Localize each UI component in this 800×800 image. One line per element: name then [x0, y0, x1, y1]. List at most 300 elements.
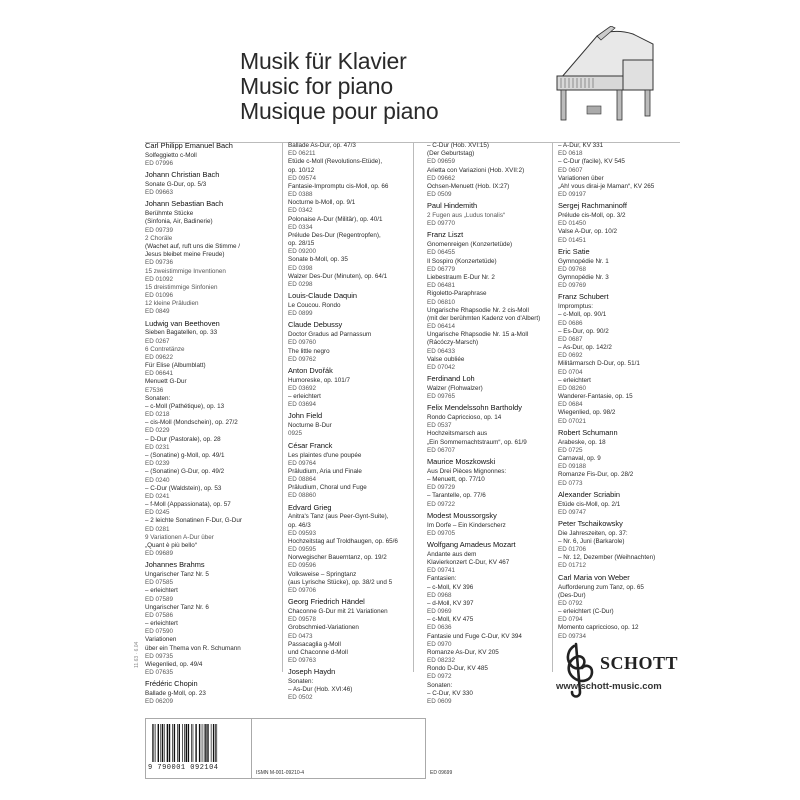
composer-group — [427, 231, 549, 372]
work-title: – erleichtert — [288, 393, 321, 401]
work-title: Die Jahreszeiten, op. 37: — [558, 529, 628, 537]
work-title: – As-Dur, op. 142/2 — [558, 344, 612, 352]
work-title: „Ah! vous dirai-je Maman“, KV 265 — [558, 182, 655, 190]
work-title: Ungarische Rhapsodie Nr. 15 a-Moll — [427, 331, 529, 339]
edition-number: ED 0684 — [558, 401, 583, 409]
barcode-bar — [205, 724, 206, 762]
composer-group — [558, 293, 680, 425]
edition-number: ED 08864 — [288, 476, 317, 484]
composer-group — [558, 429, 680, 488]
composer-name: Anton Dvořák — [288, 365, 333, 375]
edition-number: ED 09699 — [430, 770, 453, 776]
title-french: Musique pour piano — [240, 98, 439, 124]
edition-number: ED 09762 — [288, 355, 317, 363]
composer-name: Maurice Moszkowski — [427, 457, 496, 466]
edition-number: ED 07590 — [145, 628, 174, 636]
ismn-number: ISMN M-001-09210-4 — [256, 770, 305, 776]
barcode-bar — [211, 724, 212, 762]
work-title: Sonaten: — [288, 678, 314, 686]
composer-name: Johann Sebastian Bach — [145, 199, 224, 209]
edition-number: ED 09689 — [145, 550, 174, 558]
work-title: Variationen — [145, 636, 177, 644]
work-title: Menuett G-Dur — [145, 378, 187, 386]
work-title: Variationen über — [558, 174, 604, 182]
composer-name: César Franck — [288, 440, 333, 450]
barcode-bar — [177, 724, 178, 762]
work-title: Impromptus: — [558, 303, 593, 311]
composer-group — [288, 292, 410, 318]
composer-name: Felix Mendelssohn Bartholdy — [427, 403, 522, 413]
work-title: Sonaten: — [145, 394, 171, 402]
work-title: – erleichtert (C-Dur) — [558, 608, 614, 616]
edition-number: ED 09188 — [558, 463, 587, 471]
composer-group — [145, 320, 277, 559]
barcode-bar — [207, 724, 208, 762]
composer-name: Franz Schubert — [558, 292, 609, 302]
work-title: Berühmte Stücke — [145, 210, 194, 218]
composer-group — [558, 574, 680, 641]
composer-group — [145, 561, 277, 677]
barcode — [150, 724, 245, 762]
work-title: (Wachet auf, ruft uns die Stimme / — [145, 243, 240, 250]
composer-name: Carl Philipp Emanuel Bach — [145, 141, 233, 150]
edition-number: 15 dreistimmige Sinfonien — [145, 283, 218, 291]
work-title: Walzer Des-Dur (Minuten), op. 64/1 — [288, 272, 388, 280]
composer-name: Eric Satie — [558, 246, 590, 256]
work-title: Ballade g-Moll, op. 23 — [145, 690, 206, 698]
composer-name: Carl Maria von Weber — [558, 572, 630, 582]
work-title: – 2 leichte Sonatinen F-Dur, G-Dur — [145, 517, 242, 525]
edition-number: ED 09197 — [558, 191, 587, 199]
edition-number: ED 0773 — [558, 479, 583, 487]
edition-number: ED 09765 — [427, 393, 456, 401]
work-title: – c-Moll (Pathétique), op. 13 — [145, 402, 225, 410]
work-title: – A-Dur, KV 331 — [558, 142, 604, 149]
work-title: Ballade As-Dur, op. 47/3 — [288, 142, 356, 149]
edition-number: ED 0240 — [145, 476, 170, 484]
barcode-bar — [199, 724, 200, 762]
barcode-bar — [184, 724, 185, 762]
edition-number: ED 0968 — [427, 591, 452, 599]
grand-piano-illustration — [553, 26, 657, 124]
work-title: Volksweise – Springtanz — [288, 570, 357, 578]
barcode-bar — [186, 724, 187, 762]
edition-number: ED 0704 — [558, 368, 583, 376]
barcode-bar — [158, 724, 159, 762]
column-divider — [552, 142, 553, 672]
work-title: (mit der berühmten Kadenz von d'Albert) — [427, 314, 541, 322]
composer-name: Modest Moussorgsky — [427, 510, 497, 520]
work-title: Romanze Fis-Dur, op. 28/2 — [558, 471, 634, 479]
work-title: – cis-Moll (Mondschein), op. 27/2 — [145, 419, 238, 427]
edition-number: ED 09736 — [145, 259, 174, 267]
work-title: Passacaglia g-Moll — [288, 640, 341, 648]
work-title: Nocturne b-Moll, op. 9/1 — [288, 199, 356, 207]
composer-name: Frédéric Chopin — [145, 679, 198, 689]
work-title: – erleichtert — [145, 620, 178, 628]
edition-number: ED 09768 — [558, 265, 587, 273]
work-title: – c-Moll, KV 475 — [427, 616, 474, 624]
edition-number: ED 09734 — [558, 632, 587, 640]
work-title: Hochzeitstag auf Troldhaugen, op. 65/6 — [288, 537, 398, 545]
barcode-bar — [204, 724, 205, 762]
work-title: op. 28/15 — [288, 240, 315, 248]
edition-number: ED 09747 — [558, 508, 587, 516]
edition-number: ED 0618 — [558, 150, 583, 158]
edition-number: E7536 — [145, 386, 164, 394]
edition-number: ED 0218 — [145, 411, 170, 419]
catalog-column-4 — [558, 142, 680, 644]
barcode-bar — [193, 724, 194, 762]
work-title: Grobschmied-Variationen — [288, 624, 359, 632]
edition-number: ED 09739 — [145, 226, 174, 234]
work-title: (Sinfonia, Air, Badinerie) — [145, 218, 213, 226]
work-title: Carnaval, op. 9 — [558, 455, 601, 462]
edition-number: ED 09770 — [427, 220, 456, 228]
composer-group — [288, 504, 410, 596]
work-title: – Nr. 12, Dezember (Weihnachten) — [558, 554, 656, 562]
barcode-bar — [215, 724, 216, 762]
edition-number: ED 09763 — [288, 657, 317, 665]
edition-number: ED 01451 — [558, 236, 587, 244]
composer-group — [558, 520, 680, 571]
edition-number: ED 06707 — [427, 446, 456, 454]
edition-number: ED 01706 — [558, 546, 587, 554]
work-title: – D-Dur (Pastorale), op. 28 — [145, 435, 221, 443]
work-title: (Des-Dur) — [558, 591, 586, 599]
barcode-bar — [172, 724, 173, 762]
work-title: Wiegenlied, op. 49/4 — [145, 661, 203, 668]
barcode-bar — [188, 724, 189, 762]
work-title: Etüde c-Moll (Revolutions-Etüde), — [288, 158, 383, 166]
edition-number: ED 06481 — [427, 282, 456, 290]
composer-group — [288, 142, 410, 289]
composer-group — [427, 142, 549, 199]
work-title: Im Dorfe – Ein Kinderscherz — [427, 521, 506, 529]
work-title: – erleichtert — [145, 587, 178, 595]
barcode-bar — [182, 724, 183, 762]
barcode-bar — [167, 724, 168, 762]
composer-group — [288, 367, 410, 410]
edition-number: ED 09764 — [288, 459, 317, 467]
edition-number: ED 0849 — [145, 308, 170, 316]
work-title: Anitra's Tanz (aus Peer-Gynt-Suite), — [288, 513, 389, 521]
title-english: Music for piano — [240, 73, 393, 99]
work-title: Valse A-Dur, op. 10/2 — [558, 228, 618, 236]
barcode-bar — [160, 724, 161, 762]
work-title: Arietta con Variazioni (Hob. XVII:2) — [427, 166, 525, 174]
barcode-bar — [164, 724, 165, 762]
work-title: Ochsen-Menuett (Hob. IX:27) — [427, 182, 510, 190]
edition-number: ED 07585 — [145, 579, 174, 587]
edition-number: ED 01450 — [558, 220, 587, 228]
work-title: The little negro — [288, 347, 330, 355]
edition-number: ED 01712 — [558, 562, 587, 570]
work-title: (aus Lyrische Stücke), op. 38/2 und 5 — [288, 578, 393, 586]
work-title: und Chaconne d-Moll — [288, 648, 348, 656]
title-german: Musik für Klavier — [240, 48, 407, 74]
composer-name: Edvard Grieg — [288, 502, 332, 512]
work-title: Walzer (Flohwalzer) — [427, 384, 483, 392]
work-title: Chaconne G-Dur mit 21 Variationen — [288, 608, 388, 616]
composer-group — [145, 171, 277, 197]
edition-number: ED 07021 — [558, 417, 587, 425]
edition-number: ED 07996 — [145, 160, 174, 168]
edition-number: ED 09574 — [288, 174, 317, 182]
work-title: Arabeske, op. 18 — [558, 438, 606, 446]
work-title: (Rácóczy-Marsch) — [427, 339, 479, 347]
edition-number: ED 09622 — [145, 353, 174, 361]
edition-number: ED 08232 — [427, 657, 456, 665]
composer-group — [145, 200, 277, 316]
work-title: Fantasie-Impromptu cis-Moll, op. 66 — [288, 182, 389, 190]
edition-number: ED 06779 — [427, 265, 456, 273]
work-title: Klavierkonzert C-Dur, KV 467 — [427, 559, 510, 566]
edition-number: ED 0398 — [288, 264, 313, 272]
work-title: (Der Geburtstag) — [427, 150, 475, 158]
edition-number: 2 Fugen aus „Ludus tonalis“ — [427, 212, 506, 220]
barcode-bar — [169, 724, 170, 762]
composer-group — [427, 512, 549, 538]
edition-number: ED 0502 — [288, 694, 313, 702]
work-title: Ungarischer Tanz Nr. 5 — [145, 571, 209, 579]
barcode-bar — [191, 724, 192, 762]
work-title: Gymnopédie Nr. 1 — [558, 257, 609, 265]
column-divider — [282, 142, 283, 672]
work-title: – erleichtert — [558, 376, 591, 384]
edition-number: ED 08860 — [288, 492, 317, 500]
composer-name: Johann Christian Bach — [145, 170, 220, 180]
side-code: 11.63 · 6.04 — [134, 641, 140, 668]
work-title: op. 46/3 — [288, 521, 311, 529]
barcode-digits: 9 790001 092104 — [148, 764, 219, 772]
work-title: Wiegenlied, op. 98/2 — [558, 409, 616, 417]
edition-number: ED 06414 — [427, 323, 456, 331]
work-title: Ungarische Rhapsodie Nr. 2 cis-Moll — [427, 306, 529, 314]
work-title: Andante aus dem — [427, 550, 477, 558]
work-title: Präludium, Choral und Fuge — [288, 484, 367, 492]
catalog-column-2 — [288, 142, 410, 706]
edition-number: 6 Contretänze — [145, 345, 185, 353]
composer-name: Peter Tschaikowsky — [558, 518, 623, 528]
work-title: Humoreske, op. 101/7 — [288, 376, 350, 384]
work-title: Le Coucou. Rondo — [288, 301, 341, 309]
work-title: – (Sonatine) g-Moll, op. 49/1 — [145, 452, 225, 459]
barcode-bar — [179, 724, 180, 762]
edition-number: ED 09735 — [145, 652, 174, 660]
work-title: „Quant è più bello“ — [145, 541, 197, 549]
work-title: Wanderer-Fantasie, op. 15 — [558, 393, 633, 401]
edition-number: ED 0334 — [288, 223, 313, 231]
work-title: – f-Moll (Appassionata), op. 57 — [145, 501, 231, 509]
composer-group — [145, 680, 277, 706]
edition-number: ED 0537 — [427, 422, 452, 430]
barcode-bar — [152, 724, 153, 762]
edition-number: 2 Choräle — [145, 234, 173, 242]
composer-name: Claude Debussy — [288, 320, 343, 330]
edition-number: ED 09722 — [427, 500, 456, 508]
edition-number: ED 0281 — [145, 525, 170, 533]
work-title: Il Sospiro (Konzertetüde) — [427, 257, 497, 265]
edition-number: ED 03692 — [288, 384, 317, 392]
work-title: Les plaintes d'une poupée — [288, 451, 362, 459]
edition-number: ED 0388 — [288, 191, 313, 199]
edition-number: ED 07635 — [145, 669, 174, 677]
work-title: Etüde cis-Moll, op. 2/1 — [558, 500, 621, 508]
edition-number: ED 0267 — [145, 337, 170, 345]
edition-number: ED 0239 — [145, 460, 170, 468]
edition-number: ED 09706 — [288, 586, 317, 594]
composer-name: Robert Schumann — [558, 427, 618, 437]
catalog-column-1 — [145, 142, 277, 710]
work-title: Gnomenreigen (Konzertetüde) — [427, 241, 513, 249]
composer-group — [288, 668, 410, 702]
composer-group — [427, 458, 549, 509]
work-title: – Es-Dur, op. 90/2 — [558, 327, 609, 335]
work-title: Norwegischer Bauerntanz, op. 19/2 — [288, 554, 387, 562]
edition-number: ED 09705 — [427, 529, 456, 537]
composer-group — [558, 248, 680, 291]
work-title: – d-Moll, KV 397 — [427, 599, 474, 607]
catalog-column-3 — [427, 142, 549, 709]
edition-number: ED 0969 — [427, 608, 452, 616]
barcode-bar — [155, 724, 156, 762]
edition-number: ED 09200 — [288, 248, 317, 256]
edition-number: ED 0607 — [558, 166, 583, 174]
work-title: – Tarantelle, op. 77/6 — [427, 492, 486, 500]
work-title: Fantasie und Fuge C-Dur, KV 394 — [427, 632, 522, 640]
composer-group — [288, 442, 410, 501]
edition-number: 9 Variationen A-Dur über — [145, 533, 214, 541]
composer-group — [427, 404, 549, 455]
edition-number: ED 0241 — [145, 492, 170, 500]
barcode-bar — [216, 724, 217, 762]
work-title: – As-Dur (Hob. XVI:46) — [288, 686, 353, 694]
work-title: Nocturne B-Dur — [288, 422, 332, 430]
edition-number: ED 0692 — [558, 352, 583, 360]
composer-name: Johannes Brahms — [145, 560, 205, 570]
composer-group — [288, 321, 410, 364]
composer-group — [288, 412, 410, 438]
edition-number: ED 01092 — [145, 275, 174, 283]
edition-number: ED 09659 — [427, 158, 456, 166]
work-title: Momento capriccioso, op. 12 — [558, 624, 639, 632]
edition-number: ED 09663 — [145, 189, 174, 197]
work-title: Präludium, Aria und Finale — [288, 467, 362, 475]
edition-number: ED 0245 — [145, 509, 170, 517]
publisher-url[interactable]: www.schott-music.com — [556, 681, 662, 692]
work-title: op. 10/12 — [288, 166, 315, 174]
work-title: – C-Dur (Hob. XVI:15) — [427, 142, 489, 149]
work-title: Militärmarsch D-Dur, op. 51/1 — [558, 360, 640, 368]
work-title: Rondo Capriccioso, op. 14 — [427, 414, 502, 422]
work-title: – c-Moll, op. 90/1 — [558, 311, 607, 319]
work-title: Romanze As-Dur, KV 205 — [427, 648, 499, 656]
edition-number: ED 09729 — [427, 484, 456, 492]
composer-name: Ludwig van Beethoven — [145, 318, 220, 328]
edition-number: ED 09769 — [558, 282, 587, 290]
composer-name: Wolfgang Amadeus Mozart — [427, 539, 516, 549]
edition-number: ED 07586 — [145, 611, 174, 619]
edition-number: ED 09596 — [288, 562, 317, 570]
edition-number: ED 06810 — [427, 298, 456, 306]
barcode-bar — [213, 724, 214, 762]
work-title: Fantasien: — [427, 575, 457, 583]
work-title: Jesus bleibet meine Freude) — [145, 251, 225, 259]
work-title: Solfeggietto c-Moll — [145, 151, 197, 159]
work-title: – C-Dur (facile), KV 545 — [558, 158, 625, 166]
edition-number: ED 0687 — [558, 335, 583, 343]
work-title: Doctor Gradus ad Parnassum — [288, 331, 372, 339]
publisher-name: SCHOTT — [600, 653, 679, 673]
edition-number: ED 09595 — [288, 546, 317, 554]
work-title: Sieben Bagatellen, op. 33 — [145, 329, 218, 337]
edition-number: ED 0298 — [288, 280, 313, 288]
edition-number: ED 0509 — [427, 191, 452, 199]
work-title: Für Elise (Albumblatt) — [145, 362, 206, 370]
composer-name: Georg Friedrich Händel — [288, 597, 365, 607]
work-title: – Menuett, op. 77/10 — [427, 476, 485, 484]
work-title: Aus Drei Pièces Mignonnes: — [427, 467, 507, 475]
edition-number: ED 0609 — [427, 697, 452, 705]
work-title: Prélude Des-Dur (Regentropfen), — [288, 231, 381, 239]
work-title: Ungarischer Tanz Nr. 6 — [145, 603, 209, 611]
composer-name: Paul Hindemith — [427, 201, 478, 211]
barcode-bar — [153, 724, 154, 762]
work-title: Valse oubliée — [427, 355, 465, 363]
edition-number: ED 03694 — [288, 401, 317, 409]
work-title: Sonate G-Dur, op. 5/3 — [145, 181, 207, 189]
composer-group — [427, 541, 549, 706]
edition-number: ED 09741 — [427, 567, 456, 575]
composer-group — [558, 202, 680, 245]
composer-group — [427, 202, 549, 228]
edition-number: ED 0636 — [427, 624, 452, 632]
composer-name: Franz Liszt — [427, 230, 464, 240]
barcode-bar — [162, 724, 163, 762]
edition-number: ED 0473 — [288, 632, 313, 640]
work-title: Prélude cis-Moll, op. 3/2 — [558, 212, 626, 220]
edition-number: ED 0342 — [288, 207, 313, 215]
edition-number: ED 0972 — [427, 673, 452, 681]
composer-group — [558, 491, 680, 517]
edition-number: ED 06209 — [145, 698, 174, 706]
edition-number: ED 09578 — [288, 616, 317, 624]
work-title: Aufforderung zum Tanz, op. 65 — [558, 583, 644, 591]
work-title: Sonate b-Moll, op. 35 — [288, 256, 348, 264]
work-title: Gymnopédie Nr. 3 — [558, 273, 609, 281]
edition-number: ED 0686 — [558, 319, 583, 327]
composer-group — [427, 375, 549, 401]
edition-number: ED 09662 — [427, 174, 456, 182]
work-title: Rigoletto-Paraphrase — [427, 290, 487, 298]
work-title: – C-Dur (Waldstein), op. 53 — [145, 484, 222, 492]
work-title: – c-Moll, KV 396 — [427, 583, 474, 591]
work-title: „Ein Sommernachtstraum“, op. 61/9 — [427, 438, 527, 446]
work-title: – C-Dur, KV 330 — [427, 689, 473, 697]
column-divider — [413, 142, 414, 672]
barcode-bar — [174, 724, 175, 762]
work-title: – (Sonatine) G-Dur, op. 49/2 — [145, 468, 225, 476]
composer-name: Louis-Claude Daquin — [288, 291, 358, 301]
edition-number: ED 06455 — [427, 249, 456, 257]
edition-number: ED 0229 — [145, 427, 170, 435]
composer-name: Joseph Haydn — [288, 667, 336, 677]
work-title: Polonaise A-Dur (Militär), op. 40/1 — [288, 215, 383, 223]
edition-number: ED 06641 — [145, 370, 174, 378]
composer-name: Alexander Scriabin — [558, 489, 621, 499]
edition-number: ED 07042 — [427, 363, 456, 371]
